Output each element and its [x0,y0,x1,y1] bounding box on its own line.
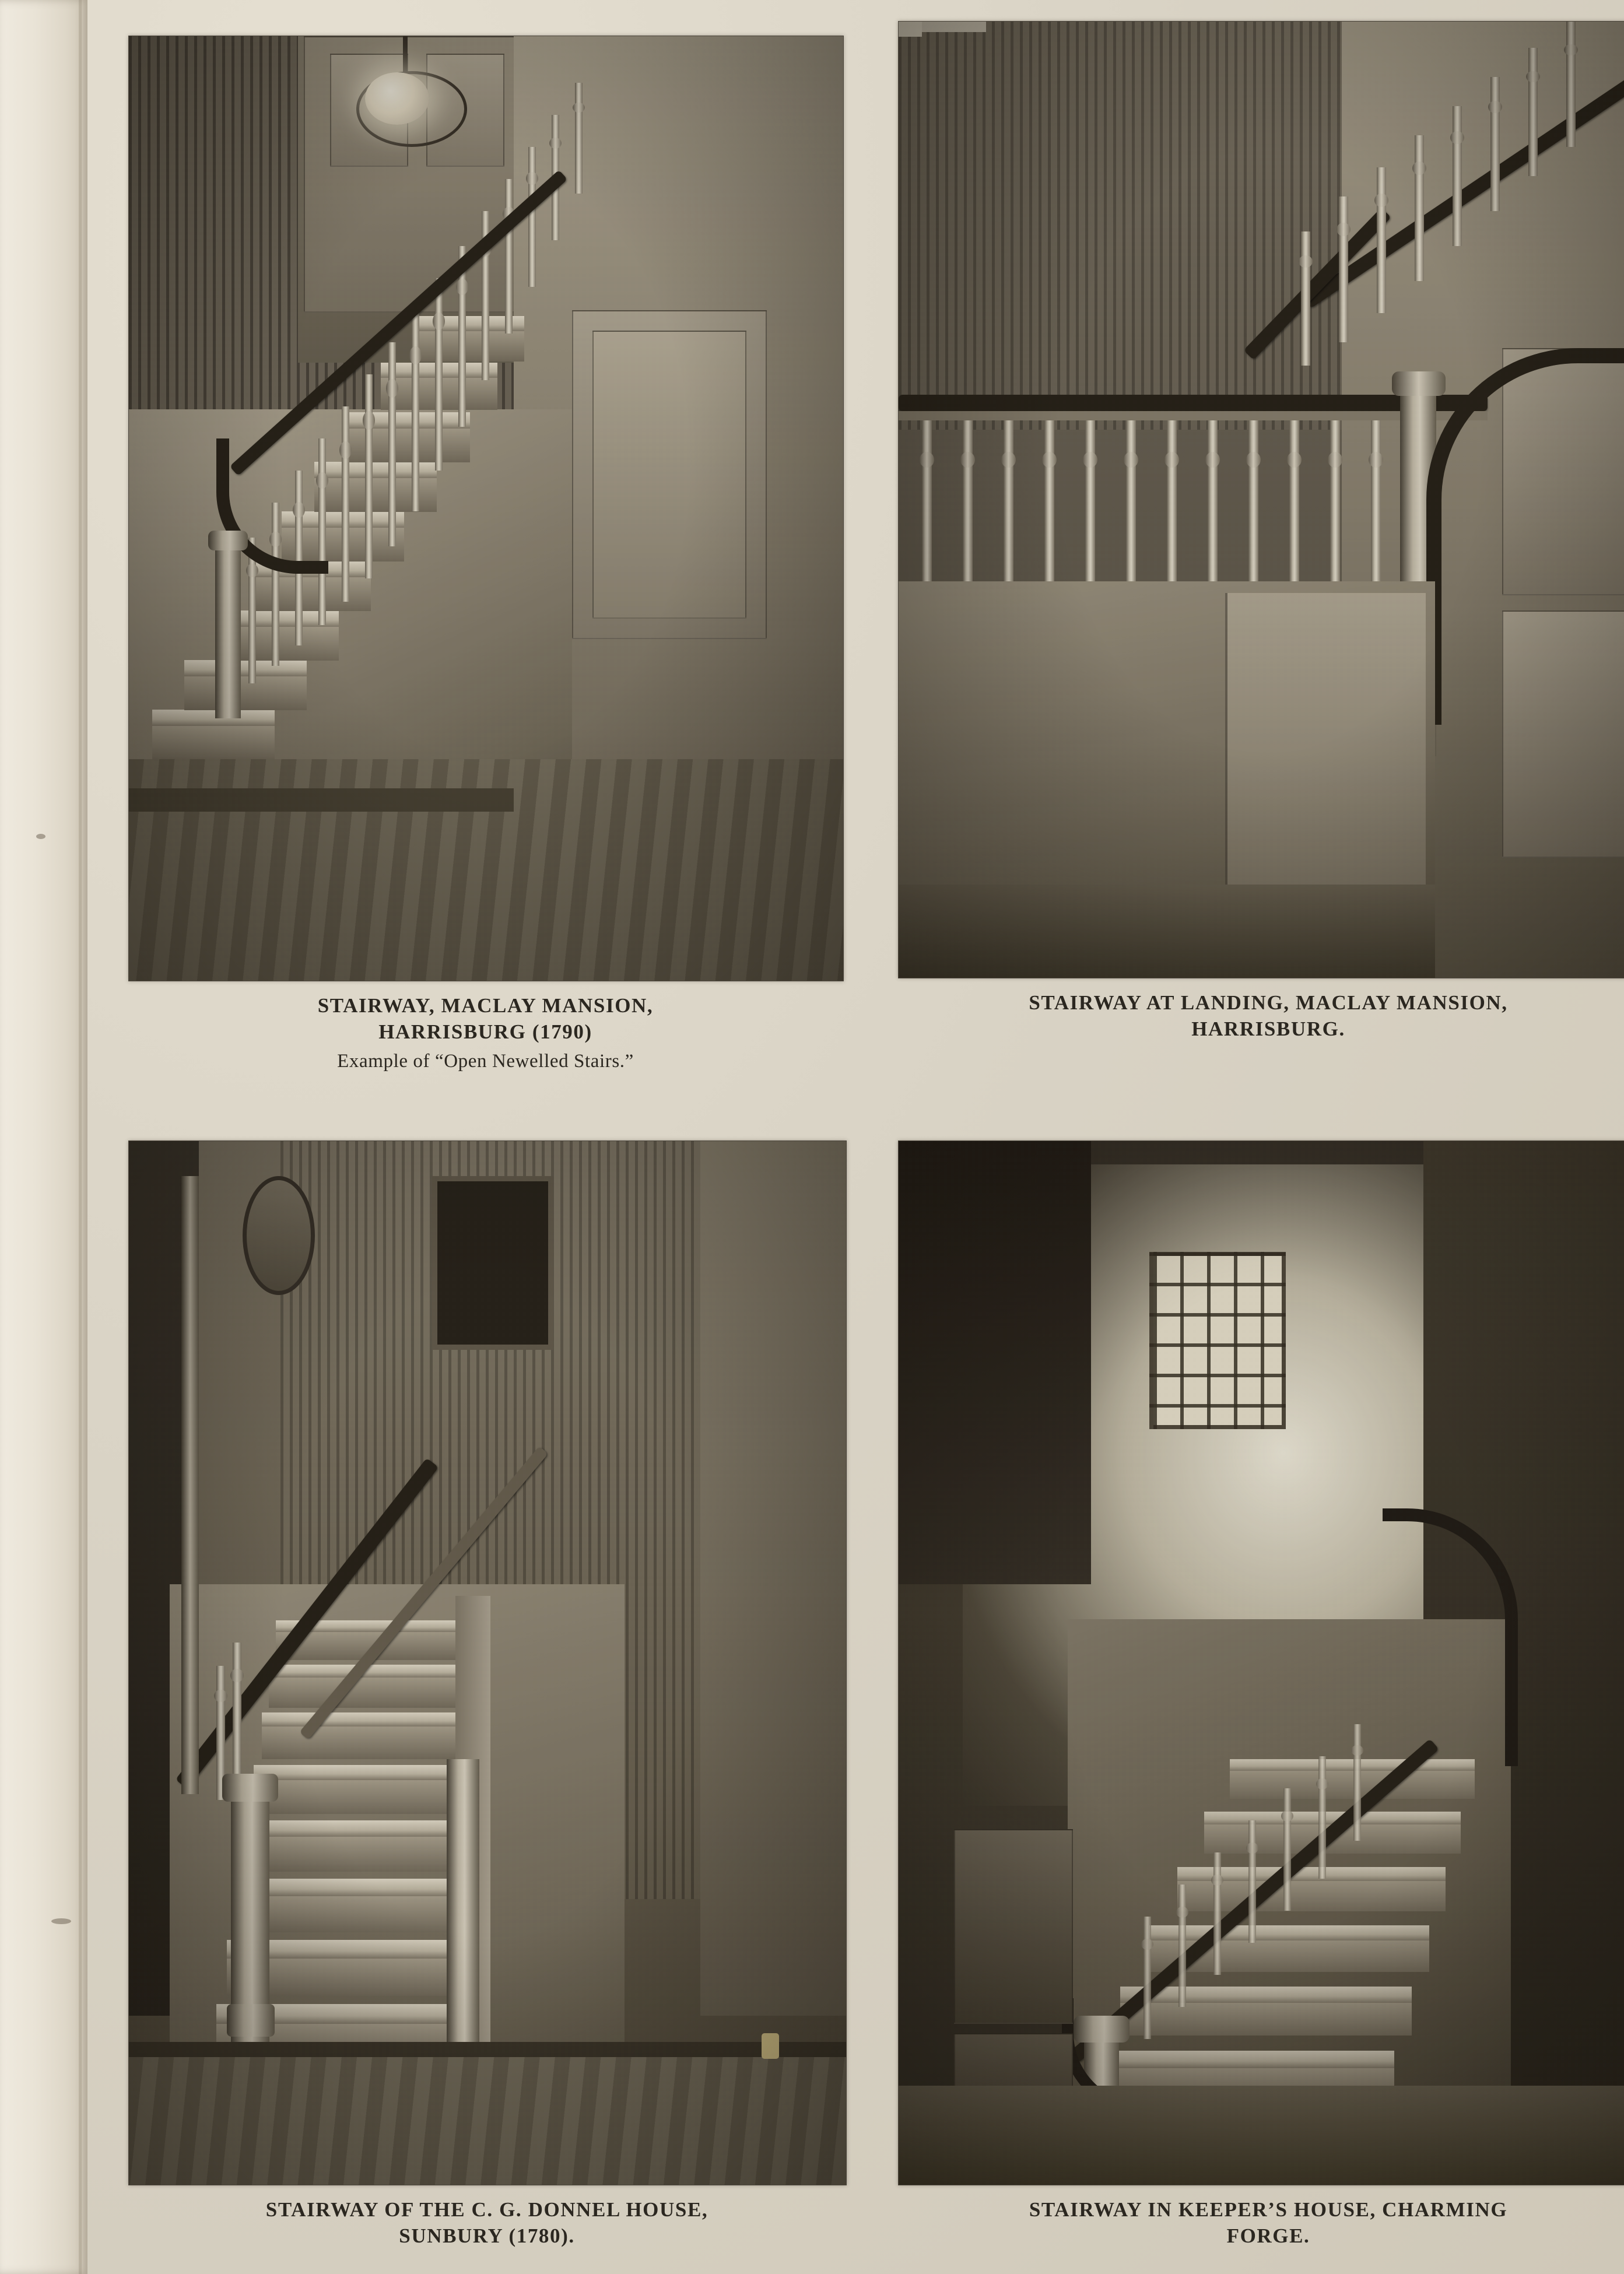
paper-speck [36,834,45,839]
plate-grid [87,0,1624,2274]
plate-bottom-left [128,1140,846,2250]
page-left-torn-edge [0,0,87,2274]
caption-bottom-left [128,2197,846,2250]
caption-top-right [898,990,1624,1043]
plate-bottom-right [898,1140,1624,2250]
plate-top-left [128,36,843,1073]
caption-bottom-right [898,2197,1624,2250]
photo-stairway-maclay-mansion [128,36,844,981]
caption-line-3: Example of “Open Newelled Stairs.” [337,1050,634,1072]
photo-stairway-keepers-house [898,1140,1624,2185]
paper-speck [51,1918,71,1924]
photo-stairway-at-landing [898,21,1624,978]
caption-line-1: STAIRWAY, MACLAY MANSION, [317,994,654,1017]
caption-top-left [128,993,843,1073]
caption-line-1: STAIRWAY AT LANDING, MACLAY MANSION, [1029,991,1508,1014]
caption-line-2: FORGE. [1226,2224,1310,2247]
plate-top-right [898,21,1624,1043]
caption-line-1: STAIRWAY IN KEEPER’S HOUSE, CHARMING [1029,2198,1508,2221]
caption-line-1: STAIRWAY OF THE C. G. DONNEL HOUSE, [265,2198,708,2221]
caption-line-2: SUNBURY (1780). [399,2224,575,2247]
photo-stairway-donnel-house [128,1140,847,2185]
caption-line-2: HARRISBURG. [1191,1017,1345,1040]
caption-line-2: HARRISBURG (1790) [378,1020,592,1043]
